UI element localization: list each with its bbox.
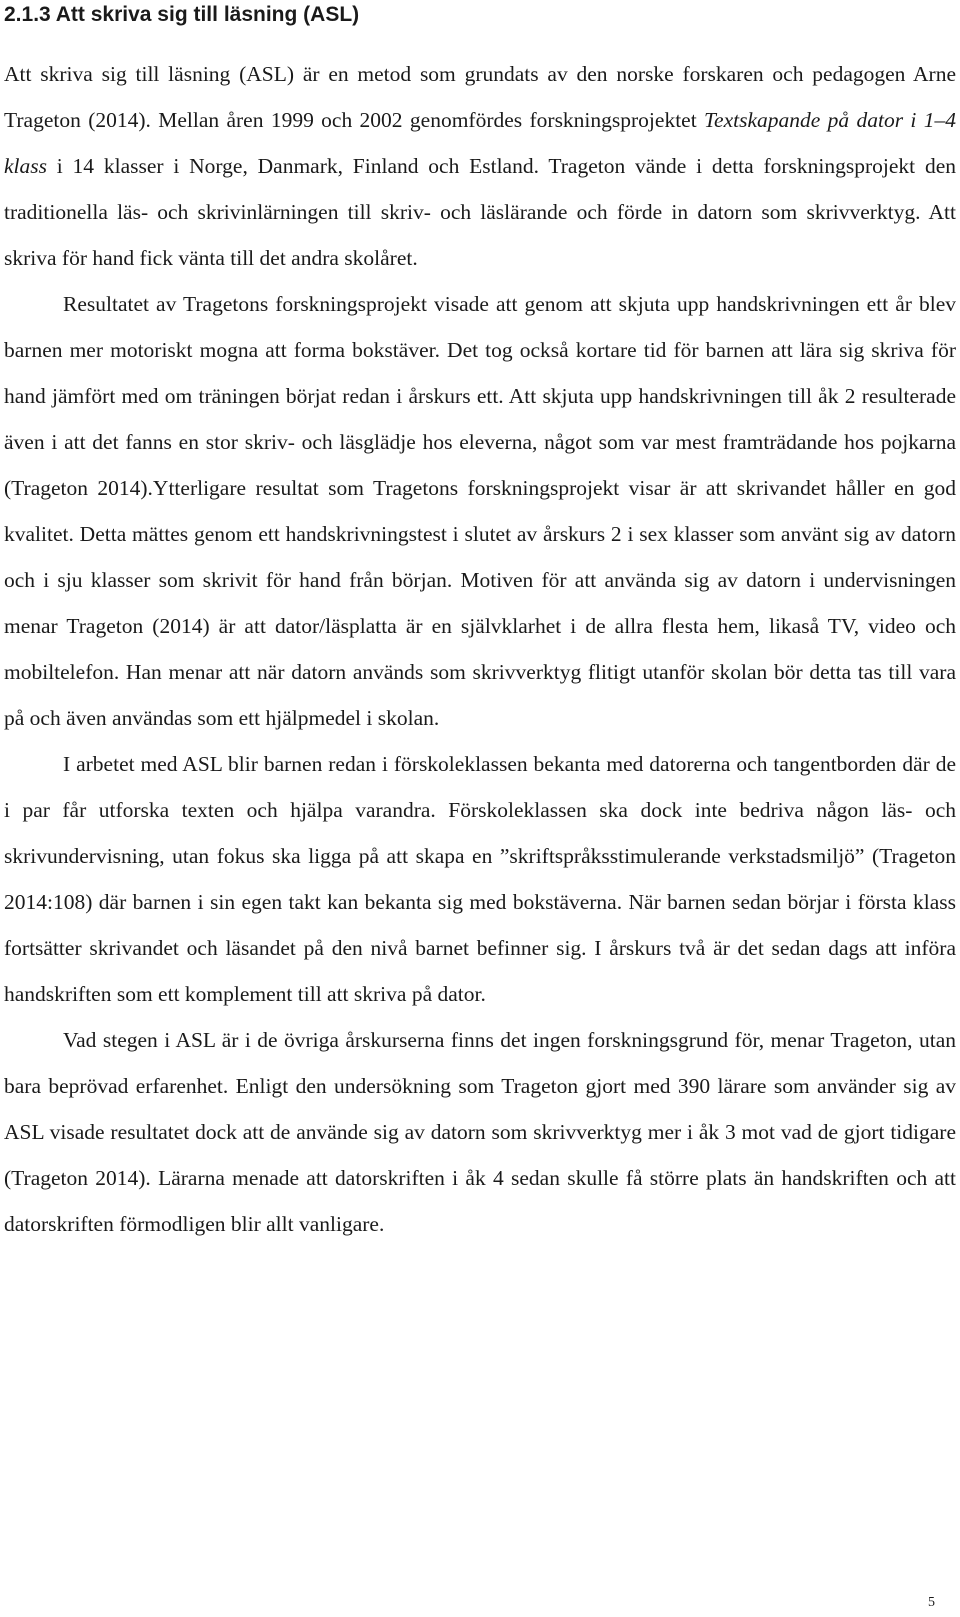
- body-text: [4, 51, 956, 1247]
- paragraph-1: [4, 51, 956, 281]
- section-heading: 2.1.3 Att skriva sig till läsning (ASL): [4, 3, 360, 26]
- project-title: Textskapande på dator i 1–4 klass: [4, 108, 956, 178]
- paragraph-3-text: I arbetet med ASL blir barnen redan i förskoleklassen bekanta med datorerna och tangentborden där de i par får utforska texten och hjälpa varandra. Förskoleklassen ska dock inte bedriva någon läs- och skrivundervisning, utan fokus ska ligga på att skapa en ”skriftspråksstimulerande verkstadsmiljö” (Trageton 2014:108) där barnen i sin egen takt kan bekanta sig med bokstäverna. När barnen sedan börjar i första klass fortsätter skrivandet och läsandet på den nivå barnet befinner sig. I årskurs två är det sedan dags att införa handskriften som ett komplement till att skriva på dator.: [4, 752, 956, 1006]
- paragraph-1-text: Att skriva sig till läsning (ASL) är en metod som grundats av den norske forskaren och pedagogen Arne Trageton (2014). Mellan åren 1999 och 2002 genomfördes forskningsprojektet: [4, 62, 956, 132]
- paragraph-4-text: Vad stegen i ASL är i de övriga årskurserna finns det ingen forskningsgrund för, menar Trageton, utan bara beprövad erfarenhet. Enligt den undersökning som Trageton gjort med 390 lärare som använder sig av ASL visade resultatet dock att de använde sig av datorn som skrivverktyg mer i åk 3 mot vad de gjort tidigare (Trageton 2014). Lärarna menade att datorskriften i åk 4 sedan skulle få större plats än handskriften och att datorskriften förmodligen blir allt vanligare.: [4, 1028, 956, 1236]
- paragraph-3: [4, 741, 956, 1017]
- paragraph-4: [4, 1017, 956, 1247]
- paragraph-1-text-cont: i 14 klasser i Norge, Danmark, Finland och Estland. Trageton vände i detta forskningsprojekt den traditionella läs- och skrivinlärningen till skriv- och läslärande och förde in datorn som skrivverktyg. Att skriva för hand fick vänta till det andra skolåret.: [4, 154, 956, 270]
- paragraph-2-text: Resultatet av Tragetons forskningsprojekt visade att genom att skjuta upp handskrivningen ett år blev barnen mer motoriskt mogna att forma bokstäver. Det tog också kortare tid för barnen att lära sig skriva för hand jämfört med om träningen börjat redan i årskurs ett. Att skjuta upp handskrivningen till åk 2 resulterade även i att det fanns en stor skriv- och läsglädje hos eleverna, något som var mest framträdande hos pojkarna (Trageton 2014).Ytterligare resultat som Tragetons forskningsprojekt visar är att skrivandet håller en god kvalitet. Detta mättes genom ett handskrivningstest i slutet av årskurs 2 i sex klasser som använt sig av datorn och i sju klasser som skrivit för hand från början. Motiven för att använda sig av datorn i undervisningen menar Trageton (2014) är att dator/läsplatta är en självklarhet i de allra flesta hem, likaså TV, video och mobiltelefon. Han menar att när datorn används som skrivverktyg flitigt utanför skolan bör detta tas till vara på och även användas som ett hjälpmedel i skolan.: [4, 292, 956, 730]
- paragraph-2: [4, 281, 956, 741]
- page-number: 5: [928, 1595, 935, 1610]
